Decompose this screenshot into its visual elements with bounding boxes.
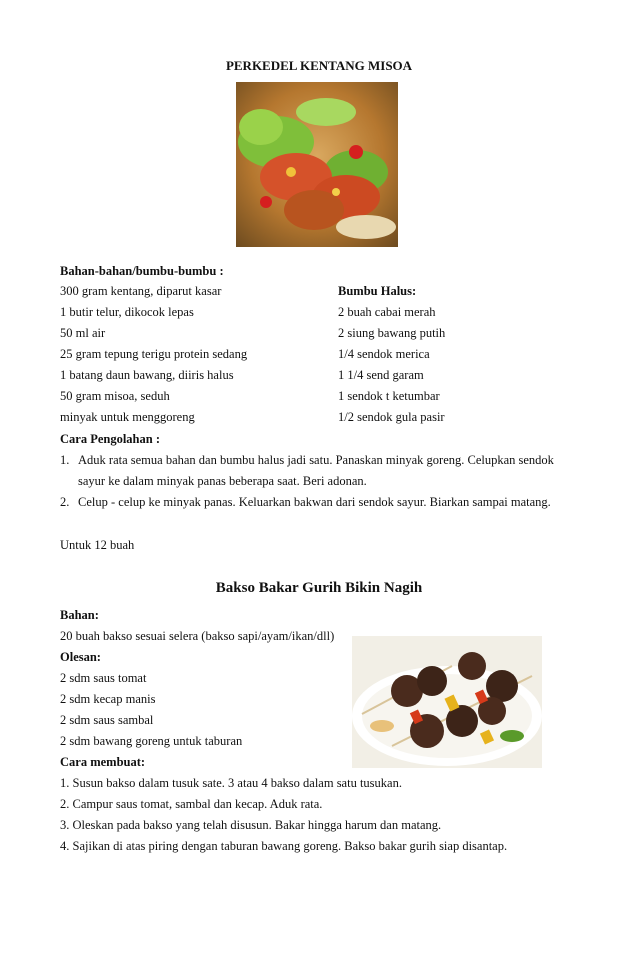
recipe1-title: PERKEDEL KENTANG MISOA <box>225 58 413 73</box>
ingredient-item: 50 ml air <box>60 326 106 340</box>
ingredient-item: 20 buah bakso sesuai selera (bakso sapi/ayam/ikan/dll) <box>60 629 335 643</box>
step-text: sayur ke dalam minyak panas beberapa saat. Beri adonan. <box>78 474 367 488</box>
method-heading: Cara Pengolahan : <box>60 432 160 446</box>
topping-item: 2 sdm saus sambal <box>60 713 154 727</box>
ingredient-item: 1 butir telur, dikocok lepas <box>60 305 194 319</box>
spice-heading: Bumbu Halus: <box>338 284 417 298</box>
ingredient-item: minyak untuk menggoreng <box>60 410 195 424</box>
spice-item: 1 sendok t ketumbar <box>338 389 440 403</box>
step-text: 3. Oleskan pada bakso yang telah disusun. Bakar hingga harum dan matang. <box>60 818 442 832</box>
spice-item: 2 buah cabai merah <box>338 305 436 319</box>
topping-heading: Olesan: <box>60 650 101 664</box>
spice-item: 1/4 sendok merica <box>338 347 430 361</box>
topping-item: 2 sdm bawang goreng untuk taburan <box>60 734 243 748</box>
ingredients-heading: Bahan-bahan/bumbu-bumbu : <box>60 264 224 278</box>
spice-item: 2 siung bawang putih <box>338 326 446 340</box>
ingredient-item: 1 batang daun bawang, diiris halus <box>60 368 234 382</box>
step-number: 1. <box>60 453 70 467</box>
recipe2-title: Bakso Bakar Gurih Bikin Nagih <box>215 580 423 596</box>
step-number: 2. <box>60 495 70 509</box>
ingredient-item: 25 gram tepung terigu protein sedang <box>60 347 248 361</box>
yield-text: Untuk 12 buah <box>60 538 135 552</box>
topping-item: 2 sdm kecap manis <box>60 692 156 706</box>
perkedel-photo <box>236 82 398 247</box>
ingredients-heading: Bahan: <box>60 608 99 622</box>
step-text: 2. Campur saus tomat, sambal dan kecap. Aduk rata. <box>60 797 323 811</box>
spice-item: 1 1/4 send garam <box>338 368 424 382</box>
spice-item: 1/2 sendok gula pasir <box>338 410 445 424</box>
ingredient-item: 300 gram kentang, diparut kasar <box>60 284 222 298</box>
step-text: Celup - celup ke minyak panas. Keluarkan bakwan dari sendok sayur. Biarkan sampai matang. <box>78 495 551 509</box>
step-text: 4. Sajikan di atas piring dengan taburan bawang goreng. Bakso bakar gurih siap disantap. <box>60 839 508 853</box>
method-heading: Cara membuat: <box>60 755 146 769</box>
step-text: 1. Susun bakso dalam tusuk sate. 3 atau 4 bakso dalam satu tusukan. <box>60 776 402 790</box>
step-text: Aduk rata semua bahan dan bumbu halus jadi satu. Panaskan minyak goreng. Celupkan sendok <box>78 453 554 467</box>
ingredient-item: 50 gram misoa, seduh <box>60 389 170 403</box>
bakso-photo <box>352 636 542 768</box>
topping-item: 2 sdm saus tomat <box>60 671 147 685</box>
